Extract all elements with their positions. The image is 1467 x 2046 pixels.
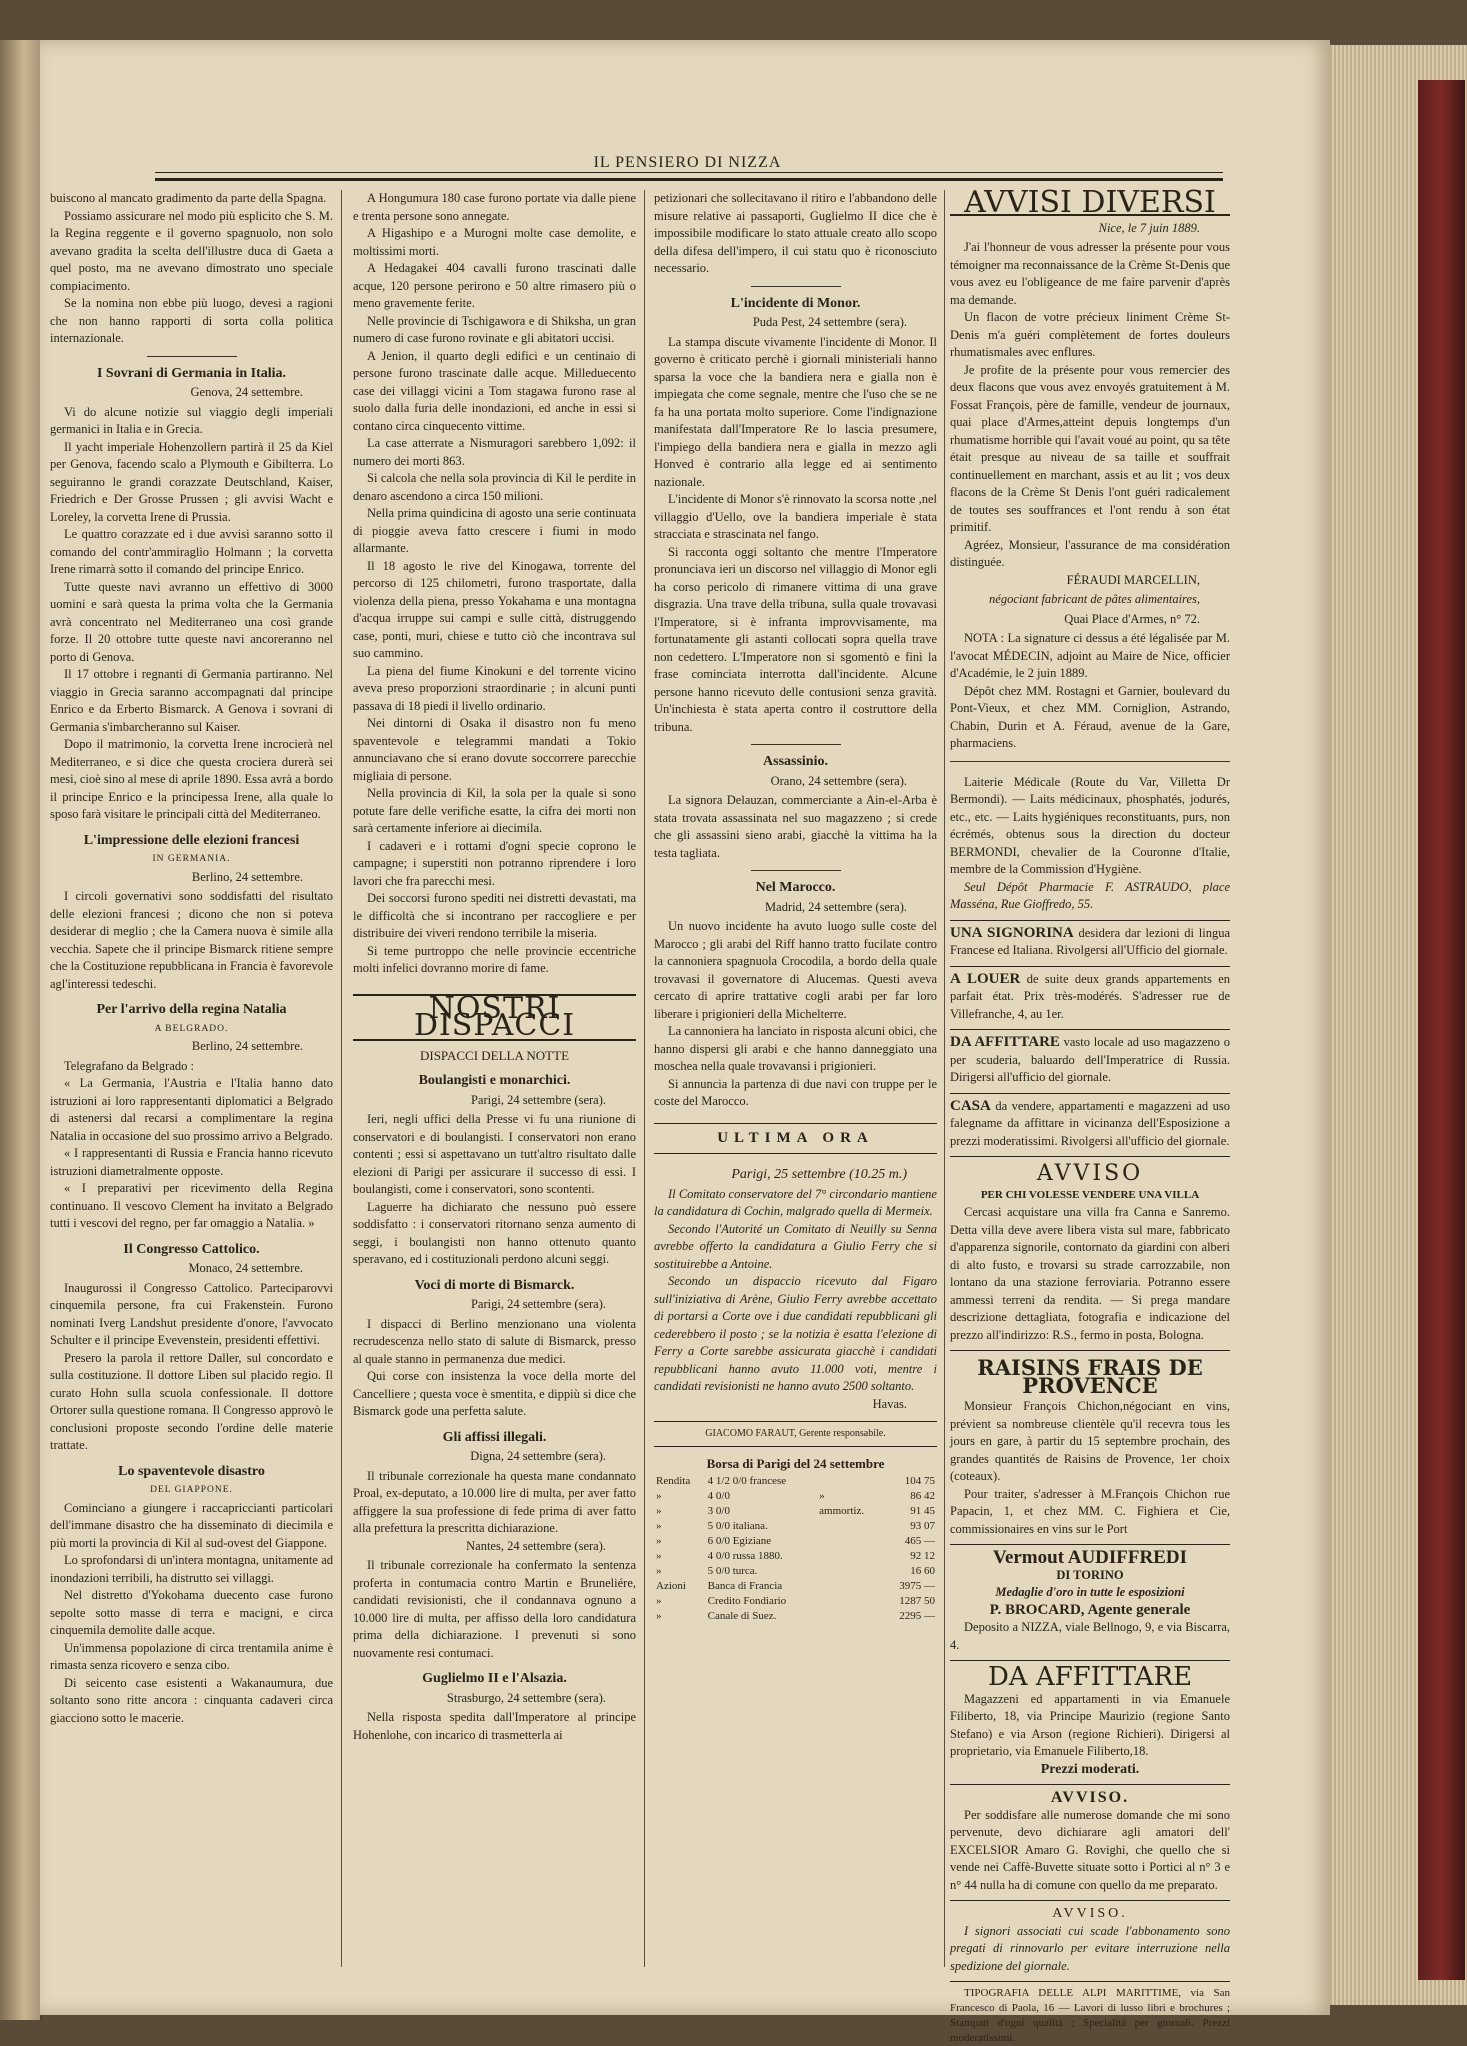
dateline: Madrid, 24 settembre (sera). [765, 899, 907, 914]
ad-abbonati [950, 1901, 1230, 1982]
borsa-cell: 92 12 [910, 1550, 935, 1562]
ad-head: UNA SIGNORINA [950, 924, 1074, 941]
ad-villa [950, 1157, 1230, 1351]
ad-raisins [950, 1351, 1230, 1545]
column-rule [644, 190, 645, 1967]
ad-text: I signori associati cui scade l'abbonamento sono pregati di rinnovarlo per evitare interruzione nella spedizione del giornale. [950, 1923, 1230, 1973]
ad-head: CASA [950, 1097, 991, 1114]
ad-text: da vendere, appartamenti e magazzeni ad uso falegname da affittare in vicinanza dell'Esposizione a prezzi moderatissimi. Rivolgersi all'ufficio del giornale. [950, 1098, 1230, 1148]
paragraph: Laguerre ha dichiarato che nessuno può essere soddisfatto : i conservatori ritornano senza aumento di seggi, i boulangisti non hanno ottenuto quanto speravano, ed i costituzionali perdono alcuni seggi. [353, 1199, 636, 1266]
borsa-cell: 4 0/0 [707, 1490, 730, 1502]
divider [751, 870, 841, 871]
paragraph: Cominciano a giungere i raccapriccianti particolari dell'immane disastro che ha disseminato di diecimila e più morti la provincia di Kil al sud-ovest del Giappone. [50, 1500, 333, 1550]
paragraph: La signora Delauzan, commerciante a Ain-el-Arba è stata trovata assassinata nel suo magazzeno ; si crede che gli assassini sieno arabi, giacchè la vittima ha la testa tagliata. [654, 793, 937, 860]
borsa-cell: 465 — [904, 1535, 935, 1547]
borsa-cell: 1287 50 [899, 1595, 935, 1607]
paragraph: Se la nomina non ebbe più luogo, devesi a ragioni che non hanno rapporti di sorta colla politica internazionale. [50, 296, 333, 345]
ad-head: A LOUER [950, 970, 1021, 987]
borsa-row [654, 1549, 937, 1564]
borsa-cell [817, 1519, 883, 1534]
paragraph: Le quattro corazzate ed i due avvisi saranno sotto il comando del contr'ammiraglio Holmann ; la corvetta Irene rimarrà sotto il comando del principe Enrico. [50, 527, 333, 576]
borsa-cell: » [656, 1490, 662, 1502]
paragraph: Qui corse con insistenza la voce della morte del Cancelliere ; questa voce è smentita, e dippiù si dice che Bismarck gode una perfetta salute. [353, 1369, 636, 1418]
ad-sub: Medaglie d'oro in tutte le esposizioni [995, 1585, 1185, 1599]
paragraph: A Hedagakei 404 cavalli furono trascinati dalle acque, 120 persone perirono e 50 altre rimasero più o meno gravemente ferite. [353, 261, 636, 310]
dateline: Puda Pest, 24 settembre (sera). [752, 315, 907, 329]
borsa-cell: » [656, 1505, 662, 1517]
ad-head: Vermout AUDIFFREDI [992, 1547, 1188, 1568]
borsa-cell: ammortiz. [819, 1505, 865, 1517]
paragraph: Je profite de la présente pour vous remercier des deux flacons que vous avez envoyés gratuitement à M. Fossat François, père de famille, vendeur de journaux, quai place d'Armes,atteint depuis longtemps d'un rhumatisme horrible qui l'avait voué au point, qu sa tête était presque au niveau de sa taille et souffrait continuellement en marchant, assis et au lit ; vos deux flacons de la Crème St Denis l'ont guéri radicalement de toutes ses souffrances et l'ont rendu à son état primitif. [950, 362, 1230, 534]
article-subtitle: DEL GIAPPONE. [150, 1485, 233, 1495]
paragraph: I circoli governativi sono soddisfatti del risultato delle elezioni francesi ; dicono che non si poteva desiderar di meglio ; che la Camera nuova è simile alla vecchia. Sapete che il principe Bismarck ritiene sempre che la Costituzione repubblicana in Francia è favorevole agl'interessi tedeschi. [50, 889, 333, 991]
borsa-cell: Azioni [656, 1580, 686, 1592]
ad-sub: PER CHI VOLESSE VENDERE UNA VILLA [980, 1188, 1200, 1201]
borsa-cell: 93 07 [910, 1520, 935, 1532]
ad-head: DA AFFITTARE [987, 1662, 1193, 1692]
paragraph: Agréez, Monsieur, l'assurance de ma considération distinguée. [950, 537, 1230, 569]
borsa-row [654, 1564, 937, 1579]
article-title: Nel Marocco. [755, 880, 836, 895]
article-title: Per l'arrivo della regina Natalia [96, 1002, 287, 1017]
paragraph: « La Germania, l'Austria e l'Italia hanno dato istruzioni ai loro rappresentanti diplomatici a Belgrado di astenersi dal recarsi a complimentare la regina Natalia in occasione del suo prossimo arrivo a Belgrado. [50, 1076, 333, 1143]
signature: Havas. [872, 1396, 907, 1411]
paragraph: Nella risposta spedita dall'Imperatore al principe Hohenlohe, con incarico di trasmetterla ai [353, 1710, 636, 1742]
section-title: ULTIMA ORA [654, 1123, 937, 1155]
paragraph: Telegrafano da Belgrado : [64, 1058, 194, 1073]
tipografia-line: TIPOGRAFIA DELLE ALPI MARITTIME, via San Francesco di Paola, 16 — Lavori di lusso libri e brochures ; Stampati d'ogni qualità ; Specialità per giornali. Prezzi moderatissimi. [950, 1987, 1230, 2044]
borsa-cell: 4 0/0 russa 1880. [707, 1550, 783, 1562]
borsa-table [654, 1474, 937, 1624]
borsa-cell: » [819, 1490, 825, 1502]
paragraph: Secondo l'Autorité un Comitato di Neuilly su Senna avrebbe offerto la candidatura a Giulio Ferry che si sostituirebbe a Antoine. [654, 1221, 937, 1271]
borsa-cell: » [656, 1565, 662, 1577]
header-rule [155, 172, 1223, 181]
ad-text: Magazzeni ed appartamenti in via Emanuele Filiberto, 18, via Principe Maurizio (regione Santo Stefano) e via Arson (regione Richieri). Dirigersi al proprietario, via Emanuele Filiberto,18. [950, 1691, 1230, 1758]
paragraph: Di seicento case esistenti a Wakanaumura, due soltanto sono ritte ancora : cinquanta cadaveri circa giacciono sotto le macerie. [50, 1675, 333, 1725]
borsa-cell [817, 1549, 883, 1564]
paragraph: L'incidente di Monor s'è rinnovato la scorsa notte ,nel villaggio d'Uello, ove la bandiera imperiale è stata stracciata e strascinata nel fango. [654, 492, 937, 541]
divider [751, 286, 841, 287]
paragraph: Un nuovo incidente ha avuto luogo sulle coste del Marocco ; gli arabi del Riff hanno tratto fucilate contro la cannoniera spagnuola Crocodila, a bordo della quale trovavasi il governatore di Alucemas. Questi aveva cercato di aprire trattative cogli arabi per far loro liberare i prigionieri della Michelterre. [654, 919, 937, 1021]
divider [147, 356, 237, 357]
borsa-cell: 6 0/0 Egiziane [707, 1535, 772, 1547]
article-title: Lo spaventevole disastro [118, 1463, 265, 1479]
borsa-cell [817, 1579, 883, 1594]
borsa-row [654, 1519, 937, 1534]
borsa-cell [817, 1609, 883, 1624]
paragraph: Si annuncia la partenza di due navi con truppe per le coste del Marocco. [654, 1076, 937, 1108]
column-rule [944, 190, 945, 1967]
ad-head: AVVISO. [1050, 1789, 1130, 1806]
borsa-cell: 86 42 [910, 1490, 935, 1502]
paragraph: Nella prima quindicina di agosto una serie continuata di pioggie aveva fatto crescere i fiumi in modo allarmante. [353, 506, 636, 555]
borsa-cell: Credito Fondiario [707, 1595, 787, 1607]
article-title: L'incidente di Monor. [730, 295, 861, 311]
ad-signorina [950, 921, 1230, 967]
borsa-row [654, 1579, 937, 1594]
ad-head: DA AFFITTARE [950, 1034, 1060, 1050]
paragraph: A Hongumura 180 case furono portate via dalle piene e trenta persone sono annegate. [353, 191, 636, 223]
paragraph: Si racconta oggi soltanto che mentre l'Imperatore pronunciava ieri un discorso nel villaggio di Monor egli ha corso pericolo di rimanere vittima di una grave disgrazia. Una trave della tribuna, sulla quale trovavasi l'Imperatore, si è infranta improvvisamente, ma fortunatamente gli astanti collocati sopra quella trave non cedettero. L'Imperatore non si sgomentò e finì la frase cominciata interrotta dall'incidente. Alcune persone hanno ricevuto delle contusioni senza gravità. Un'inchiesta è stata aperta contro il costruttore della tribuna. [654, 544, 937, 734]
column-2 [353, 190, 636, 1970]
borsa-row [654, 1609, 937, 1624]
column-1 [50, 190, 333, 1970]
borsa-title: Borsa di Parigi del 24 settembre [706, 1455, 885, 1471]
borsa-cell: » [656, 1610, 662, 1622]
ad-text: Deposito a NIZZA, viale Bellnogo, 9, e via Biscarra, 4. [950, 1620, 1230, 1652]
borsa-cell: » [656, 1595, 662, 1607]
paragraph: J'ai l'honneur de vous adresser la présente pour vous témoigner ma reconnaissance de la Crème St-Denis que vous avez eu l'obligeance de me faire parvenir d'après ma demande. [950, 240, 1230, 307]
paragraph: Il Comitato conservatore del 7° circondario mantiene la candidatura di Cochin, malgrado quella di Mermeix. [654, 1186, 937, 1218]
paragraph: Lo sprofondarsi di un'intera montagna, unitamente ad inondazioni terribili, ha distrutto sei villaggi. [50, 1553, 333, 1585]
paragraph: Nei dintorni di Osaka il disastro non fu meno spaventevole e telegrammi mandati a Tokio annunciavano che si erano dovute soccorrere parecchie migliaia di persone. [353, 716, 636, 783]
borsa-cell: Banca di Francia [707, 1580, 783, 1592]
ad-excelsior [950, 1785, 1230, 1901]
paragraph: Ieri, negli uffici della Presse vi fu una riunione di conservatori e di boulangisti. I conservatori non erano contenti ; essi si aspettavano un tutt'altro risultato dalle elezioni di Parigi per assicurare il successo di essi. I boulangisti, come i conservatori, sono scontenti. [353, 1112, 636, 1196]
paragraph: Il 17 ottobre i regnanti di Germania partiranno. Nel viaggio in Grecia saranno accompagnati dal principe Enrico e da Erberto Bismarck. A Genova i sovrani di Germania s'imbarcheranno sul Kaiser. [50, 667, 333, 734]
paragraph: buiscono al mancato gradimento da parte della Spagna. [50, 191, 327, 205]
article-title: Voci di morte di Bismarck. [414, 1277, 575, 1293]
ad-laiterie [950, 770, 1230, 921]
paragraph: La cannoniera ha lanciato in risposta alcuni obici, che hanno dispersi gli arabi e che hanno danneggiato una moschea nella quale trovavansi i prigionieri. [654, 1024, 937, 1073]
borsa-cell: 5 0/0 turca. [707, 1565, 758, 1577]
ad-text: Per soddisfare alle numerose domande che mi sono pervenute, devo dichiarare agli amatori dell' EXCELSIOR Amaro G. Rovighi, che quello che si vende nei Caffè-Buvette situate sotto i Portici al n° 3 e n° 44 nulla ha di comune con quello da me preparato. [950, 1807, 1230, 1892]
dateline: Berlino, 24 settembre. [191, 869, 303, 884]
borsa-cell: 16 60 [910, 1565, 935, 1577]
ad-text: vasto locale ad uso magazzeno o per scuderia, baluardo dell'Imperatrice di Russia. Dirigersi all'ufficio del giornale. [950, 1035, 1231, 1084]
borsa-cell [817, 1534, 883, 1549]
ad-text: Monsieur François Chichon,négociant en vins, prévient sa nombreuse clientèle qu'il recevra tous les jours en gare, à partir du 15 septembre prochain, des grandes quantités de Raisins de Provence, 1er choix (coteaux). [950, 1399, 1230, 1483]
divider [950, 761, 1230, 762]
borsa-cell: » [656, 1535, 662, 1547]
paragraph: Il tribunale correzionale ha confermato la sentenza proferta in contumacia contro Martin e Bruneliére, candidati revisionisti, che il condannava ognuno a 10.000 lire di multa, per affisso della loro candidatura prima della dichiarazione. I prevenuti si sono nuovamente resi contumaci. [353, 1558, 636, 1660]
paragraph: Dopo il matrimonio, la corvetta Irene incrocierà nel Mediterraneo, e si dice che questa crociera durerà sei mesi, cioè sino al mese di aprile 1890. Essa avrà a bordo il principe Enrico e la principessa Irene, alla quale lo sposo farà visitare le principali città del Mediterraneo. [50, 737, 333, 821]
paragraph: Dépôt chez MM. Rostagni et Garnier, boulevard du Pont-Vieux, et chez MM. Corniglion, Astrando, Chabin, Durin et A. Féraud, avenue de la Gare, pharmaciens. [950, 683, 1230, 750]
signature: négociant fabricant de pâtes alimentaires, [989, 592, 1200, 606]
paragraph: Dei soccorsi furono spediti nei distretti devastati, ma le difficoltà che si incontrano per raccogliere e per distribuire dei viveri rendono terribile la miseria. [353, 891, 636, 940]
paragraph: A Jenion, il quarto degli edifici e un centinaio di persone furono trascinate dalle acque. Milleduecento case dei villaggi vicini a Tom stagawa furono rase al suolo dalla furia delle inondazioni, ed anche in essi si contano circa cinquecento vittime. [353, 348, 636, 433]
dateline: Nice, le 7 juin 1889. [1098, 220, 1200, 235]
borsa-row [654, 1504, 937, 1519]
ad-sub: P. BROCARD, Agente generale [989, 1601, 1191, 1618]
paragraph: Un'immensa popolazione di circa trentamila anime è rimasta senza ricovero e senza cibo. [50, 1640, 333, 1672]
dateline: Orano, 24 settembre (sera). [770, 773, 907, 788]
paragraph: Vi do alcune notizie sul viaggio degli imperiali germanici in Italia e in Grecia. [50, 404, 333, 436]
paragraph: Nelle provincie di Tschigawora e di Shiksha, un gran numero di case furono rovinate e gli abitatori uccisi. [353, 313, 636, 345]
avvisi-title: AVVISI DIVERSI [950, 194, 1230, 216]
section-title: NOSTRI DISPACCI [353, 994, 636, 1041]
article-title: Assassinio. [763, 754, 828, 769]
section-subtitle: DISPACCI DELLA NOTTE [419, 1047, 570, 1063]
paragraph: I dispacci di Berlino menzionano una violenta recrudescenza nello stato di salute di Bismarck, presso al quale stanno in permanenza due medici. [353, 1316, 636, 1366]
column-4 [950, 185, 1231, 2044]
dateline: Digna, 24 settembre (sera). [470, 1449, 606, 1463]
paragraph: petizionari che sollecitavano il ritiro e l'abbandono delle misure relative ai passaporti, Guglielmo II dice che è impossibile modificare lo stato attuale creato allo scopo della difesa dell'impero, il cui statu quo è riconosciuto necessario. [654, 191, 937, 275]
dateline: Strasburgo, 24 settembre (sera). [446, 1690, 606, 1705]
paragraph: Inaugurossi il Congresso Cattolico. Parteciparovvi cinquemila persone, fra cui Frakenstein. Furono nominati Iverg Landshut presidente d'onore, l'avvocato Schulter e il principe Evevenstein, presidenti effettivi. [50, 1280, 333, 1347]
paragraph: Seul Dépôt Pharmacie F. ASTRAUDO, place Masséna, Rue Gioffredo, 55. [950, 879, 1230, 911]
ad-head: AVVISO. [1052, 1906, 1128, 1921]
paragraph: Il tribunale correzionale ha questa mane condannato Proal, ex-deputato, a 10.000 lire di multa, per aver fatto affiggere la sua professione di fede prima di aver fatto alla prefettura la prescritta dichiarazione. [353, 1468, 636, 1535]
borsa-row [654, 1594, 937, 1609]
dateline: Monaco, 24 settembre. [188, 1261, 303, 1275]
paragraph: NOTA : La signature ci dessus a été légalisée par M. l'avocat MÉDECIN, adjoint au Maire de Nice, officier d'Académie, le 2 juin 1889. [950, 631, 1230, 680]
paragraph: Il 18 agosto le rive del Kinogawa, torrente del percorso di 125 chilometri, furono trasportate, dalla violenza della piena, presso Yokahama e una montagna d'acqua irruppe sui campi e sulle città, distruggendo case, ponti, muri, chiese e tutto ciò che incontrava sul suo cammino. [353, 558, 636, 660]
paragraph: Nella provincia di Kil, la sola per la quale si sono potute fare delle verifiche esatte, la cifra dei morti non sarà certamente inferiore ai diecimila. [353, 786, 636, 835]
dateline: Berlino, 24 settembre. [191, 1039, 303, 1053]
borsa-cell: 5 0/0 italiana. [707, 1520, 768, 1532]
dateline: Parigi, 24 settembre (sera). [470, 1092, 606, 1107]
borsa-row [654, 1534, 937, 1549]
dateline: Genova, 24 settembre. [190, 385, 303, 399]
ad-text: de suite deux grands appartements en parfait état. Prix très-modérés. S'adresser rue de Villefranche, 4, au 1er. [950, 971, 1231, 1021]
borsa-cell: 91 45 [910, 1505, 935, 1517]
page-header: IL PENSIERO DI NIZZA [593, 154, 782, 171]
borsa-cell: » [656, 1550, 662, 1562]
borsa-row [654, 1489, 937, 1504]
paragraph: Laiterie Médicale (Route du Var, Villetta Dr Bermondi). — Laits médicinaux, phosphatés, jodurés, etc., etc. — Laits hygiéniques reconstituants, purs, non écrémés, obtenus sous la direction du docteur BERMONDI, chevalier de la Couronne d'Italie, membre de la Commission d'Hygiène. [950, 774, 1230, 876]
paragraph: Il yacht imperiale Hohenzollern partirà il 25 da Kiel per Genova, facendo scalo a Plymouth e Gibilterra. Lo seguiranno le grandi corazzate Deutschland, Kaiser, Friedrich e Der Grosse Prussen ; gli avvisi Wacht e Loreley, la corvetta Irene di Prussia. [50, 439, 333, 524]
article-title: Boulangisti e monarchici. [418, 1073, 571, 1088]
dateline: Parigi, 24 settembre (sera). [470, 1297, 606, 1311]
dateline: Nantes, 24 settembre (sera). [466, 1538, 606, 1553]
signature: Quai Place d'Armes, n° 72. [1064, 611, 1200, 626]
borsa-cell: Rendita [656, 1475, 691, 1487]
article-title: Il Congresso Cattolico. [123, 1241, 260, 1257]
ad-sub: DI TORINO [1056, 1567, 1124, 1582]
article-title: L'impressione delle elezioni francesi [83, 832, 300, 848]
borsa-cell [817, 1594, 883, 1609]
signature: FÉRAUDI MARCELLIN, [1066, 572, 1200, 587]
paragraph: Si calcola che nella sola provincia di Kil le perdite in denaro ascendono a circa 150 milioni. [353, 471, 636, 503]
borsa-row [654, 1474, 937, 1489]
paragraph: La case atterrate a Nismuragori sarebbero 1,092: il numero dei morti 863. [353, 436, 636, 468]
ad-text: Cercasi acquistare una villa fra Canna e Sanremo. Detta villa deve avere libera vista sul mare, fabbricato d'apparenza signorile, contornato da giardini con alberi di alto fusto, e trovarsi su strade carrozzabile, non lontano da una stazione ferroviaria. Potranno essere ammessi terreni da rendita. — Si prega mandare descrizione dettagliata, fotografia e indicazione del prezzo all'indirizzo: R.S., fermo in posta, Bologna. [950, 1205, 1230, 1342]
ad-louer [950, 967, 1230, 1031]
article-title: I Sovrani di Germania in Italia. [96, 365, 287, 381]
column-3 [654, 190, 937, 1970]
paragraph: Nel distretto d'Yokohama duecento case furono sepolte sotto masse di terra e macigni, e circa cinquemila demolite dalle acque. [50, 1588, 333, 1637]
dateline: Parigi, 25 settembre (10.25 m.) [731, 1167, 907, 1182]
book-binding [1418, 80, 1465, 1980]
borsa-cell: 104 75 [904, 1475, 935, 1487]
ad-text: desidera dar lezioni di lingua Francese ed Italiana. Rivolgersi all'Ufficio del giornale. [950, 925, 1231, 957]
ad-casa [950, 1094, 1230, 1158]
ad-head: AVVISO [1036, 1161, 1144, 1186]
article-title: Guglielmo II e l'Alsazia. [422, 1671, 567, 1686]
article-subtitle: IN GERMANIA. [152, 854, 231, 864]
ad-head: RAISINS FRAIS DE PROVENCE [977, 1355, 1203, 1398]
column-rule [341, 190, 342, 1967]
article-title: Gli affissi illegali. [442, 1429, 547, 1445]
borsa-cell [817, 1564, 883, 1579]
paragraph: Possiamo assicurare nel modo più esplicito che S. M. la Regina reggente e il governo spagnuolo, non solo avevano gradita la scelta dell'illustre duca di Gaeta a quel posto, ma ne avevano dimostrato uno speciale compiacimento. [50, 208, 333, 293]
borsa-cell: » [656, 1520, 662, 1532]
divider [751, 744, 841, 745]
paragraph: « I preparativi per ricevimento della Regina continuano. Il vescovo Clement ha invitato a Belgrado tutti i vescovi del regno, per far omaggio a Natalia. » [50, 1181, 333, 1230]
borsa-cell: Canale di Suez. [707, 1610, 777, 1622]
paragraph: A Higashipo e a Murogni molte case demolite, e moltissimi morti. [353, 226, 636, 258]
borsa-cell [817, 1474, 883, 1489]
ad-sub: Prezzi moderati. [1040, 1761, 1140, 1777]
borsa-cell: 3 0/0 [707, 1505, 730, 1517]
ad-affittare [950, 1030, 1230, 1094]
borsa-cell: 4 1/2 0/0 francese [707, 1475, 787, 1487]
ad-vermout [950, 1545, 1230, 1661]
paragraph: Tutte queste navi avranno un effettivo di 3000 uomini e sarà questa la prima volta che la Germania avrà concentrato nel Mediterraneo una così grande forze. Il 20 ottobre tutte queste navi ancoreranno nel porto di Genova. [50, 579, 333, 664]
paragraph: I cadaveri e i rottami d'ogni specie coprono le campagne; i superstiti non potranno riprendere i loro lavori che fra parecchi mesi. [353, 838, 636, 888]
paragraph: « I rappresentanti di Russia e Francia hanno ricevuto istruzioni diametralmente opposte. [50, 1146, 333, 1178]
paragraph: La stampa discute vivamente l'incidente di Monor. Il governo è criticato perchè i giornali ministeriali hanno sparsa la voce che la bandiera nera e gialla non è impiegata che come segnale, mentre che l'uso che se ne fa ha una portata molto superiore. Come l'indignazione manifestata dall'Imperatore Re lo lascia presumere, l'impiego della bandiera nera e gialla in mezzo agli Honved è contrario alla legge ed ai sentimento nazionale. [654, 334, 937, 489]
gerente-line: GIACOMO FARAUT, Gerente responsabile. [654, 1421, 937, 1447]
ad-affittare-2 [950, 1661, 1230, 1785]
paragraph: La piena del fiume Kinokuni e del torrente vicino aveva preso proporzioni straordinarie ; in alcuni punti passava di 18 piedi il livello ordinario. [353, 663, 636, 713]
borsa-cell: 3975 — [899, 1580, 935, 1592]
borsa-cell: 2295 — [899, 1610, 935, 1622]
left-page-edge [0, 40, 42, 2020]
paragraph: Un flacon de votre précieux liniment Crème St-Denis m'a guéri complètement de fortes douleurs rhumatismales avec enflures. [950, 310, 1230, 359]
ad-text: Pour traiter, s'adresser à M.François Chichon rue Papacin, 1, et chez MM. C. Fighiera et Cie, commissionaires en vins sur le Port [950, 1486, 1230, 1536]
paragraph: Si teme purtroppo che nelle provincie eccentriche molti infelici dovranno morire di fame. [353, 943, 636, 975]
paragraph: Secondo un dispaccio ricevuto dal Figaro sull'iniziativa di Arène, Giulio Ferry avrebbe accettato di portarsi a Corte ove i due candidati repubblicani gli cederebbero il posto ; se la notizia è esatta l'elezione di Ferry a Corte sarebbe assicurata giacchè i candidati repubblicani hanno avuto 11.000 voti, mentre i candidati revisionisti ne hanno avuto 2500 soltanto. [654, 1274, 937, 1393]
paragraph: Presero la parola il rettore Daller, sul concordato e sulla costituzione. Il dottore Liben sul placido regio. Il curato Hohn sulla scuola confessionale. Il dottore Ortorer sulla questione romana. Il Congresso approvò le conclusioni proposte secondo l'ordine delle materie trattate. [50, 1350, 333, 1452]
article-subtitle: A BELGRADO. [154, 1023, 229, 1034]
